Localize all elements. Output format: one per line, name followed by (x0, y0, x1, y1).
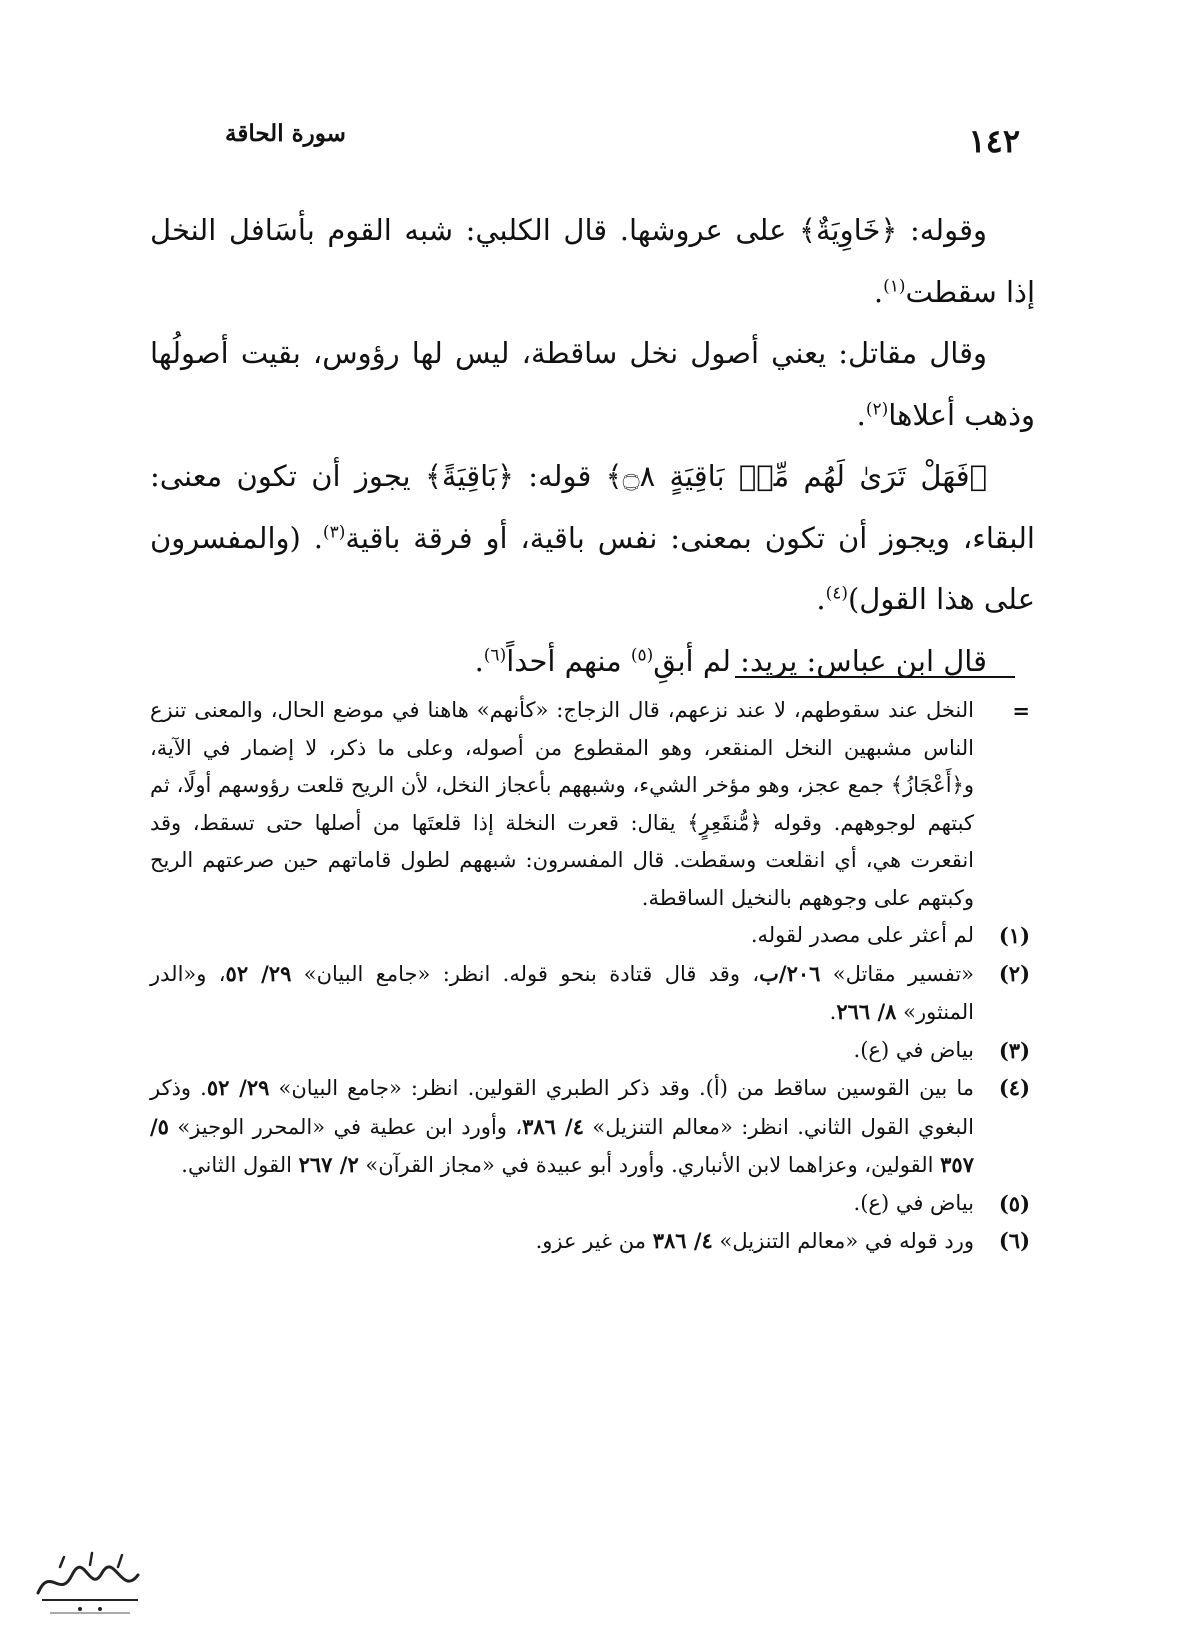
footnote-number: (١) (998, 923, 1030, 948)
text-run: ، وأورد ابن عطية في «المحرر الوجيز» (168, 1114, 523, 1139)
quran-quote: ﴿مُّنقَعِرٍ﴾ (687, 810, 762, 835)
paragraph-3 (150, 446, 1035, 631)
footnote-3 (150, 1032, 1030, 1070)
paragraph-1 (150, 200, 1035, 323)
text-run: على عروشها. قال الكلبي: شبه القوم بأسَافل النخل إذا سقطت (150, 213, 1035, 309)
text-run: النخل عند سقوطهم، لا عند نزعهم، قال الزجاج: «كأنهم» هاهنا في موضع الحال، والمعنى تنزع الناس مشبهين النخل المنقعر، وهو المقطوع من أصوله، وعلى ما ذكر، لا إضمار في الآية، و (150, 698, 974, 797)
text-run: . (816, 582, 826, 616)
footnote-text: بياض في (ع). (853, 1190, 974, 1215)
paragraph-4 (150, 631, 1035, 693)
footnote-divider (735, 676, 1015, 678)
text-run: وقوله: (897, 213, 987, 247)
footnote-number: (٣) (998, 1037, 1030, 1063)
footnote-continuation (150, 692, 1030, 917)
footnote-4 (150, 1069, 1030, 1185)
citation-number: ٥/ ٣٥٧ (150, 1113, 974, 1177)
text-run: يقال: قعرت النخلة إذا قلعتَها من أصلها حتى تسقط، وقد انقعرت هي، أي انقلعت وسقطت. قال المفسرون: شبههم لطول قاماتهم حين صرعتهم الريح وكبتهم على وجوههم بالنخيل الساقطة. (150, 810, 974, 910)
page-number: ١٤٢ (968, 122, 1020, 160)
text-run: ، وقد قال قتادة بنحو قوله. انظر: «جامع البيان» (291, 961, 760, 986)
quran-quote: ﴿فَهَلْ تَرَىٰ لَهُم مِّنۢ بَاقِيَةٍ ۝٨﴾ (605, 459, 987, 493)
footnote-ref: (١) (883, 275, 906, 296)
text-run: قوله: (514, 459, 606, 493)
citation-number: ٤/ ٣٨٦ (652, 1228, 713, 1253)
footnote-6 (150, 1222, 1030, 1261)
text-run: القولين، وعزاهما لابن الأنباري. وأورد أبو عبيدة في «مجاز القرآن» (358, 1153, 941, 1177)
citation-number: ٢٩/ ٥٢ (206, 1075, 270, 1100)
footnote-number: (٦) (998, 1228, 1030, 1253)
continuation-marker: = (1012, 698, 1030, 723)
surah-title: سورة الحاقة (225, 120, 346, 147)
quran-quote: ﴿بَاقِيَةً﴾ (424, 459, 514, 493)
citation-number: ٢٠٦/ب (759, 960, 821, 986)
footnote-5 (150, 1185, 1030, 1223)
footnote-ref: (٢) (865, 398, 889, 419)
footnote-ref: (٤) (825, 583, 848, 604)
text-run: ، و«الدر المنثور» (150, 961, 974, 1024)
main-text (150, 200, 1035, 692)
text-run: قال ابن عباس: يريد: لم أبقِ (653, 643, 987, 678)
footnotes (150, 692, 1030, 1261)
citation-number: ٨/ ٢٦٦ (836, 999, 897, 1024)
footnote-text: لم أعثر على مصدر لقوله. (750, 923, 974, 947)
quran-quote: ﴿خَاوِيَةٌ﴾ (799, 213, 898, 247)
footnote-2 (150, 955, 1030, 1032)
citation-number: ٢٩/ ٥٢ (225, 960, 292, 986)
page-header (150, 110, 1020, 160)
text-run: «تفسير مقاتل» (820, 961, 975, 986)
footnote-number: (٤) (998, 1075, 1030, 1100)
citation-number: ٤/ ٣٨٦ (522, 1113, 584, 1139)
text-run: ما بين القوسين ساقط من (أ). وقد ذكر الطبري القولين. انظر: «جامع البيان» (269, 1076, 975, 1100)
text-run: جمع عجز، وهو مؤخر الشيء، وشبههم بأعجاز النخل، لأن الريح قلعت رؤوسهم أولًا، ثم كبتهم لوجوههم. وقوله (150, 773, 974, 835)
publisher-logo (30, 1545, 150, 1620)
quran-quote: ﴿أَعْجَازُ﴾ (890, 773, 964, 797)
text-run: . (873, 274, 884, 309)
citation-number: ٢/ ٢٦٧ (298, 1152, 359, 1177)
text-run: يجوز أن تكون معنى: البقاء، ويجوز أن تكون بمعنى: نفس باقية، أو فرقة باقية (150, 459, 1035, 555)
text-run: وقال مقاتل: يعني أصول نخل ساقطة، ليس لها رؤوس، بقيت أصولُها وذهب أعلاها (150, 336, 1035, 432)
paragraph-2 (150, 323, 1035, 446)
footnote-ref: (٣) (322, 521, 346, 542)
text-run: . وذكر البغوي القول الثاني. انظر: «معالم التنزيل» (150, 1076, 975, 1139)
text-run: ورد قوله في «معالم التنزيل» (712, 1229, 974, 1253)
text-run: . (474, 643, 484, 678)
text-run: . (829, 1000, 837, 1024)
footnote-ref: (٦) (483, 644, 507, 665)
text-run: من غير عزو. (535, 1229, 653, 1253)
text-run: . (856, 397, 866, 432)
footnote-1 (150, 917, 1030, 955)
text-run: منهم أحداً (506, 643, 631, 678)
text-run: القول الثاني. (181, 1153, 299, 1177)
footnote-text: بياض في (ع). (853, 1037, 974, 1062)
footnote-ref: (٥) (630, 644, 654, 665)
footnote-number: (٢) (998, 960, 1030, 986)
footnote-number: (٥) (998, 1190, 1030, 1216)
text-run: . (والمفسرون على هذا القول) (150, 520, 1035, 616)
